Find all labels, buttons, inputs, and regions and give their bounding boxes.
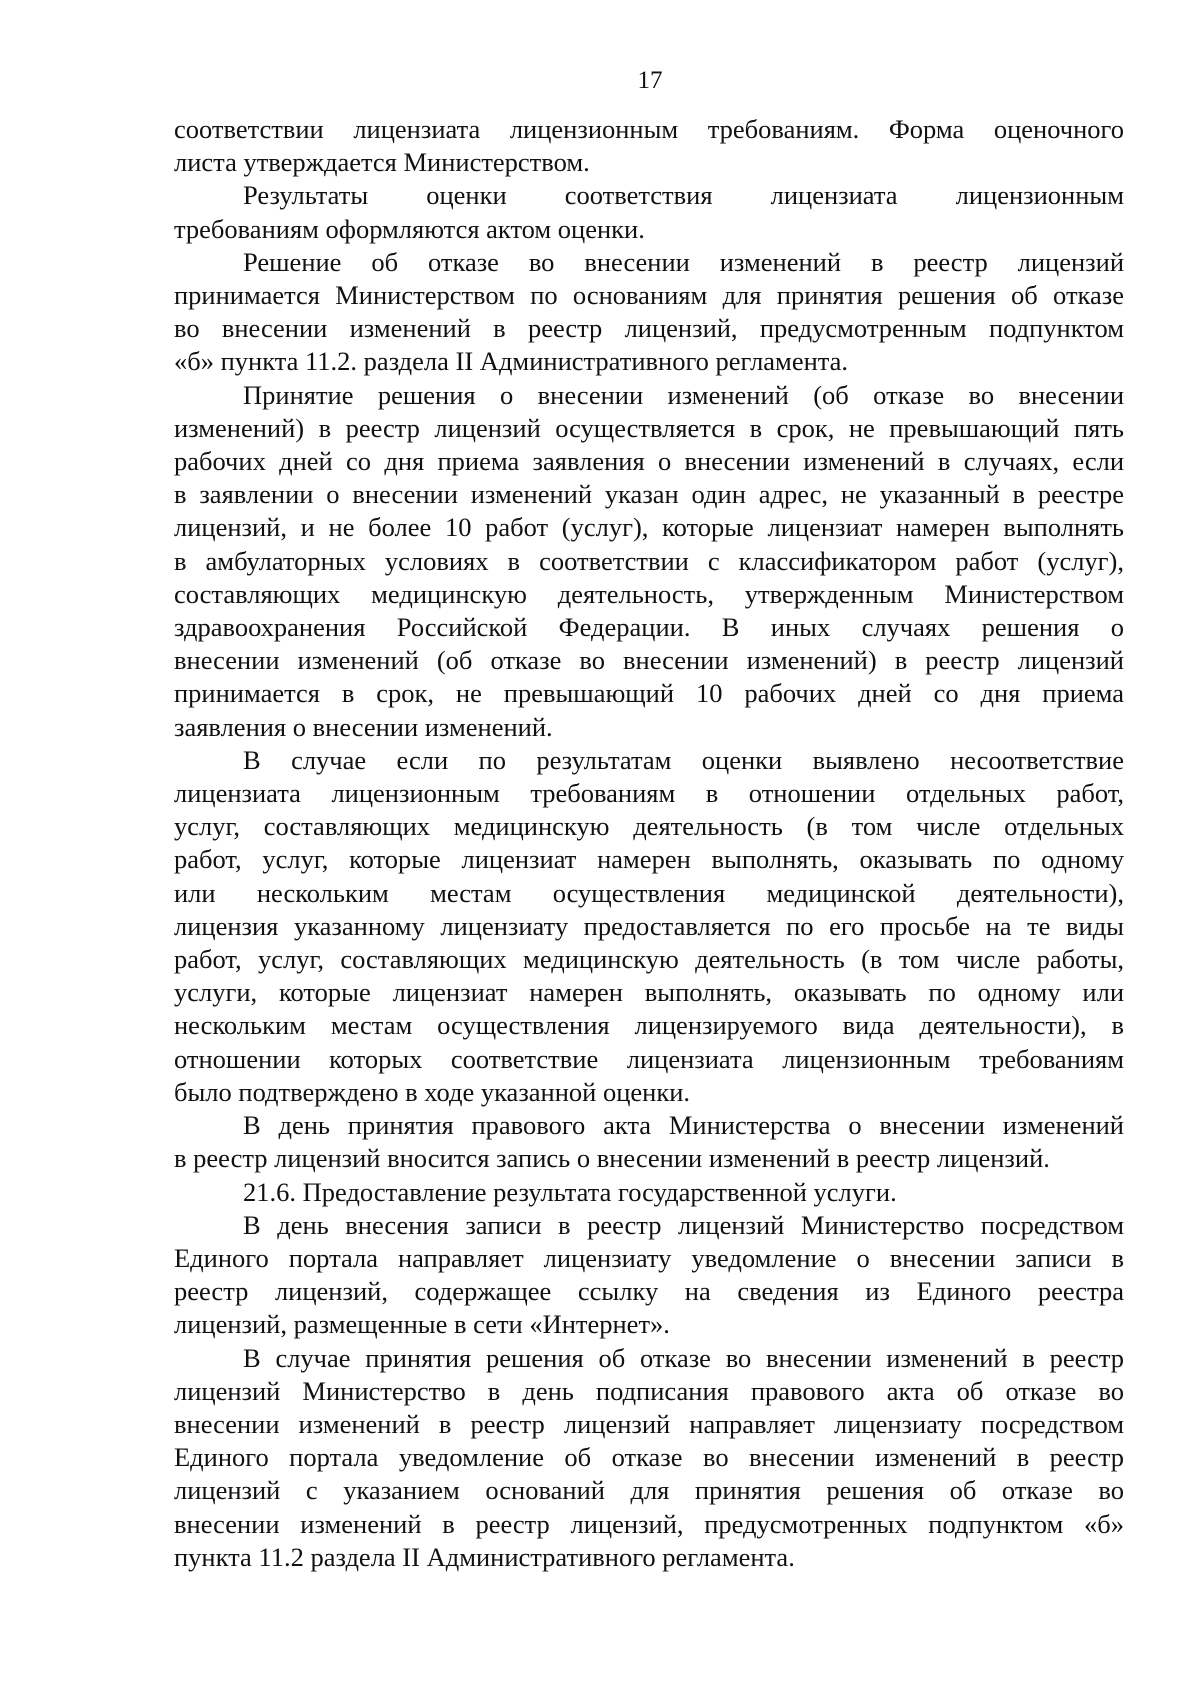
text-line: «б» пункта 11.2. раздела II Административного регламента. [174, 346, 849, 377]
text-line: пункта 11.2 раздела II Административного регламента. [174, 1541, 795, 1572]
paragraph [174, 246, 1124, 379]
text-line: здравоохранения Российской Федерации. В иных случаях решения о [174, 612, 1124, 643]
text-line: лицензиата лицензионным требованиям в отношении отдельных работ, [174, 778, 1124, 809]
text-line: услуги, которые лицензиат намерен выполнять, оказывать по одному или [174, 977, 1124, 1008]
text-line: лицензий, и не более 10 работ (услуг), которые лицензиат намерен выполнять [174, 512, 1124, 543]
text-line: 21.6. Предоставление результата государственной услуги. [243, 1176, 897, 1207]
text-line: во внесении изменений в реестр лицензий, предусмотренным подпунктом [174, 313, 1124, 344]
paragraph [174, 744, 1124, 1109]
text-line: требованиям оформляются актом оценки. [174, 213, 645, 244]
text-line: Результаты оценки соответствия лицензиата лицензионным [243, 180, 1124, 211]
text-line: соответствии лицензиата лицензионным требованиям. Форма оценочного [174, 114, 1124, 144]
text-line: услуг, составляющих медицинскую деятельность (в том числе отдельных [174, 811, 1124, 842]
paragraph [174, 113, 1124, 179]
text-line: принимается Министерством по основаниям для принятия решения об отказе [174, 280, 1124, 311]
text-line: изменений) в реестр лицензий осуществляется в срок, не превышающий пять [174, 412, 1124, 443]
text-line: или нескольким местам осуществления медицинской деятельности), [174, 877, 1124, 908]
paragraph [174, 379, 1124, 744]
text-line: лицензий Министерство в день подписания правового акта об отказе во [174, 1375, 1124, 1406]
text-line: принимается в срок, не превышающий 10 рабочих дней со дня приема [174, 678, 1124, 709]
page-number: 17 [637, 67, 663, 94]
text-line: Единого портала направляет лицензиату уведомление о внесении записи в [174, 1242, 1124, 1273]
text-line: листа утверждается Министерством. [174, 147, 590, 178]
text-line: внесении изменений в реестр лицензий направляет лицензиату посредством [174, 1408, 1124, 1439]
text-line: лицензия указанному лицензиату предоставляется по его просьбе на те виды [174, 910, 1124, 941]
text-line: Единого портала уведомление об отказе во внесении изменений в реестр [174, 1442, 1124, 1473]
text-line: работ, услуг, составляющих медицинскую деятельность (в том числе работы, [174, 944, 1124, 975]
text-line: В день внесения записи в реестр лицензий Министерство посредством [243, 1209, 1124, 1240]
text-line: Решение об отказе во внесении изменений в реестр лицензий [243, 246, 1124, 277]
paragraph [174, 1342, 1124, 1574]
text-line: нескольким местам осуществления лицензируемого вида деятельности), в [174, 1010, 1124, 1041]
text-line: в реестр лицензий вносится запись о внесении изменений в реестр лицензий. [174, 1143, 1050, 1174]
text-line: отношении которых соответствие лицензиата лицензионным требованиям [174, 1043, 1124, 1074]
document-body [174, 113, 1124, 1574]
text-line: заявления о внесении изменений. [174, 711, 553, 742]
text-line: В случае принятия решения об отказе во внесении изменений в реестр [243, 1342, 1124, 1373]
text-line: рабочих дней со дня приема заявления о внесении изменений в случаях, если [174, 446, 1124, 477]
paragraph [174, 1209, 1124, 1342]
text-line: лицензий, размещенные в сети «Интернет». [174, 1309, 670, 1340]
text-line: Принятие решения о внесении изменений (об отказе во внесении [243, 379, 1124, 410]
paragraph [174, 179, 1124, 245]
paragraph [174, 1109, 1124, 1175]
text-line: лицензий с указанием оснований для принятия решения об отказе во [174, 1475, 1124, 1506]
text-line: реестр лицензий, содержащее ссылку на сведения из Единого реестра [174, 1276, 1124, 1307]
text-line: составляющих медицинскую деятельность, утвержденным Министерством [174, 578, 1124, 609]
paragraph [174, 1176, 1124, 1209]
text-line: внесении изменений (об отказе во внесении изменений) в реестр лицензий [174, 645, 1124, 676]
text-line: в заявлении о внесении изменений указан один адрес, не указанный в реестре [174, 479, 1124, 510]
text-line: В день принятия правового акта Министерства о внесении изменений [243, 1110, 1124, 1141]
text-line: работ, услуг, которые лицензиат намерен выполнять, оказывать по одному [174, 844, 1124, 875]
text-line: В случае если по результатам оценки выявлено несоответствие [243, 744, 1124, 775]
text-line: в амбулаторных условиях в соответствии с классификатором работ (услуг), [174, 545, 1124, 576]
text-line: было подтверждено в ходе указанной оценки. [174, 1076, 691, 1107]
text-line: внесении изменений в реестр лицензий, предусмотренных подпунктом «б» [174, 1508, 1124, 1539]
